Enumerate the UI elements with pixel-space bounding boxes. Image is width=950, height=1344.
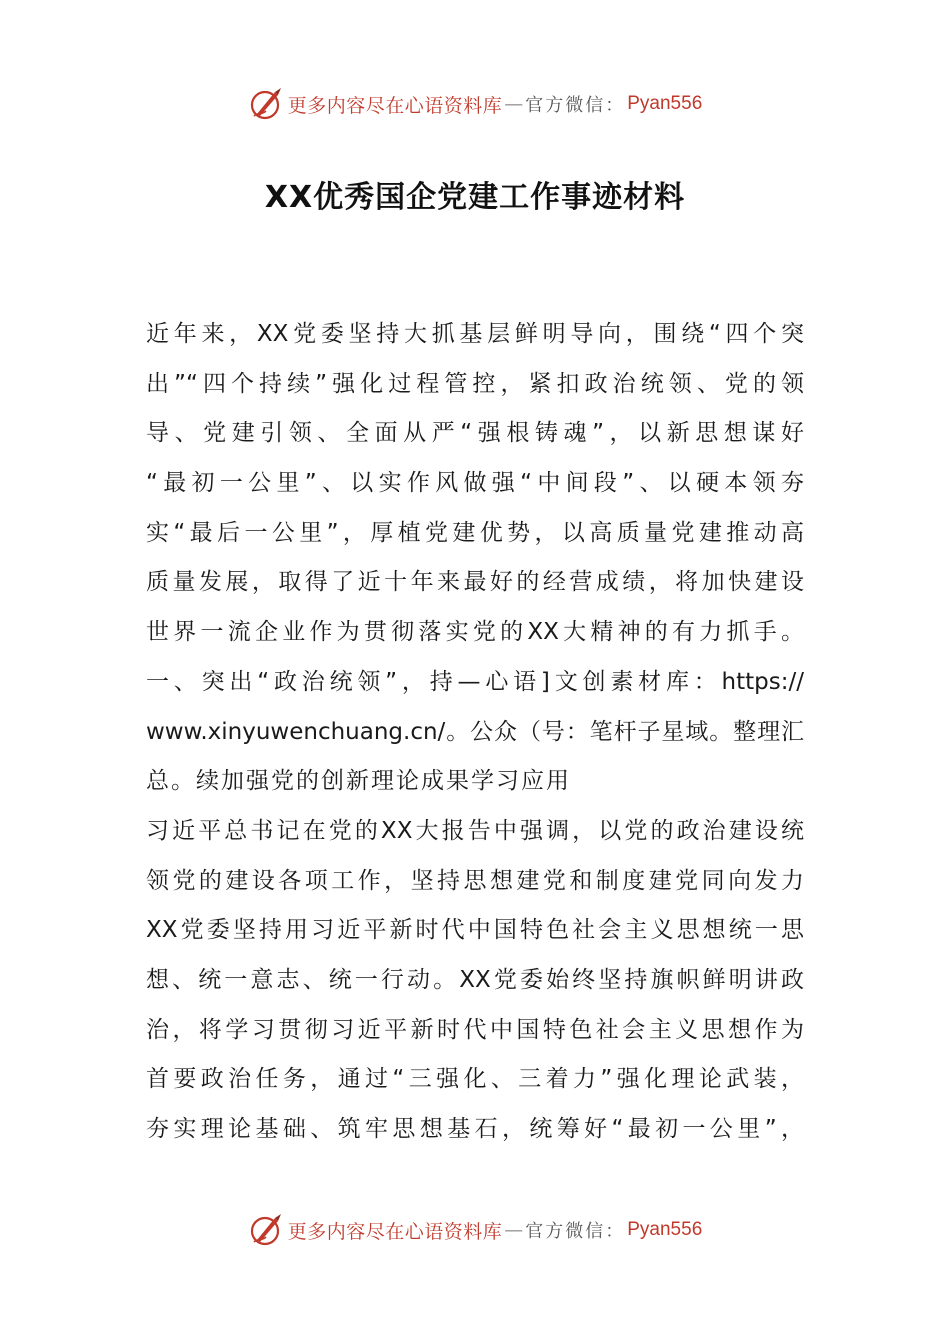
body-line: 近年来，XX党委坚持大抓基层鲜明导向，围绕“四个突 — [146, 321, 804, 347]
banner-dash: — — [504, 1219, 524, 1241]
banner-wechat-account: Pyan556 — [627, 93, 703, 114]
body-line: 质量发展，取得了近十年来最好的经营成绩，将加快建设 — [146, 569, 804, 596]
body-line: 首要政治任务，通过“三强化、三着力”强化理论武装， — [146, 1066, 804, 1093]
banner-wechat-label: 官方微信： — [525, 95, 626, 116]
body-line: 一、突出“政治统领”，持—心语]文创素材库：https:// — [146, 668, 804, 695]
body-line: 治，将学习贯彻习近平新时代中国特色社会主义思想作为 — [146, 1016, 804, 1043]
footer-watermark-banner — [0, 1210, 950, 1250]
body-line: www.xinyuwenchuang.cn/。公众（号：笔杆子星域。整理汇 — [146, 718, 804, 745]
body-line: 导、党建引领、全面从严“强根铸魂”，以新思想谋好 — [146, 420, 804, 447]
banner-wechat-account: Pyan556 — [627, 1219, 703, 1240]
body-line: 习近平总书记在党的XX大报告中强调，以党的政治建设统 — [146, 817, 804, 844]
banner-dash: — — [504, 93, 524, 115]
quill-pen-logo-icon — [248, 86, 284, 122]
quill-pen-logo-icon — [248, 1212, 284, 1248]
body-line: 世界一流企业作为贯彻落实党的XX大精神的有力抓手。 — [146, 619, 804, 646]
banner-brand-text: 更多内容尽在心语资料库 — [287, 1220, 503, 1243]
header-watermark-banner — [0, 84, 950, 124]
body-line: XX党委坚持用习近平新时代中国特色社会主义思想统一思 — [146, 917, 804, 944]
body-line: 领党的建设各项工作，坚持思想建党和制度建党同向发力 — [146, 867, 804, 894]
body-line: 总。续加强党的创新理论成果学习应用 — [146, 768, 571, 795]
body-line: 夯实理论基础、筑牢思想基石，统筹好“最初一公里”， — [146, 1116, 804, 1142]
banner-brand-text: 更多内容尽在心语资料库 — [287, 94, 503, 117]
body-line: 想、统一意志、统一行动。XX党委始终坚持旗帜鲜明讲政 — [146, 966, 804, 993]
body-line: 出”“四个持续”强化过程管控，紧扣政治统领、党的领 — [146, 370, 804, 397]
document-body — [146, 310, 804, 1155]
body-line: “最初一公里”、以实作风做强“中间段”、以硬本领夯 — [146, 470, 804, 497]
document-title: XX优秀国企党建工作事迹材料 — [264, 180, 686, 215]
body-line: 实“最后一公里”，厚植党建优势，以高质量党建推动高 — [146, 519, 804, 546]
banner-wechat-label: 官方微信： — [525, 1221, 626, 1242]
